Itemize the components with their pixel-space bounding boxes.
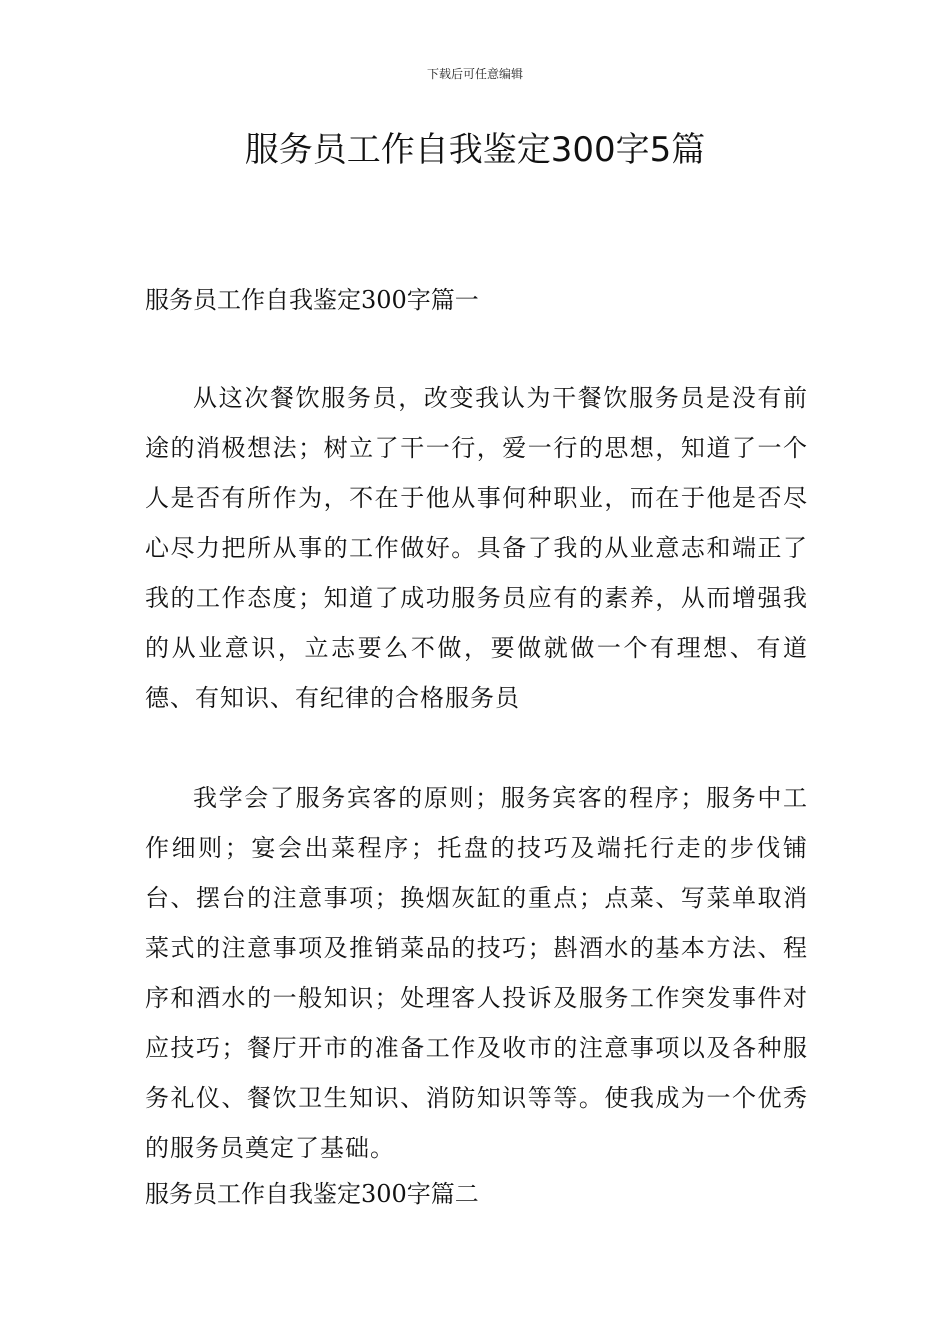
paragraph-2: 我学会了服务宾客的原则；服务宾客的程序；服务中工作细则；宴会出菜程序；托盘的技巧及端托行走的步伐铺台、摆台的注意事项；换烟灰缸的重点；点菜、写菜单取消菜式的注意事项及推销菜品的技巧；斟酒水的基本方法、程序和酒水的一般知识；处理客人投诉及服务工作突发事件对应技巧；餐厅开市的准备工作及收市的注意事项以及各种服务礼仪、餐饮卫生知识、消防知识等等。使我成为一个优秀的服务员奠定了基础。 xyxy=(145,784,808,1162)
section-heading-2: 服务员工作自我鉴定300字篇二 xyxy=(145,1180,479,1208)
section-heading-1: 服务员工作自我鉴定300字篇一 xyxy=(145,286,479,314)
header-note: 下载后可任意编辑 xyxy=(426,67,523,81)
paragraph-1: 从这次餐饮服务员，改变我认为干餐饮服务员是没有前途的消极想法；树立了干一行，爱一行的思想，知道了一个人是否有所作为，不在于他从事何种职业，而在于他是否尽心尽力把所从事的工作做好。具备了我的从业意志和端正了我的工作态度；知道了成功服务员应有的素养，从而增强我的从业意识，立志要么不做，要做就做一个有理想、有道德、有知识、有纪律的合格服务员 xyxy=(145,384,808,712)
document-title: 服务员工作自我鉴定300字5篇 xyxy=(244,130,706,170)
